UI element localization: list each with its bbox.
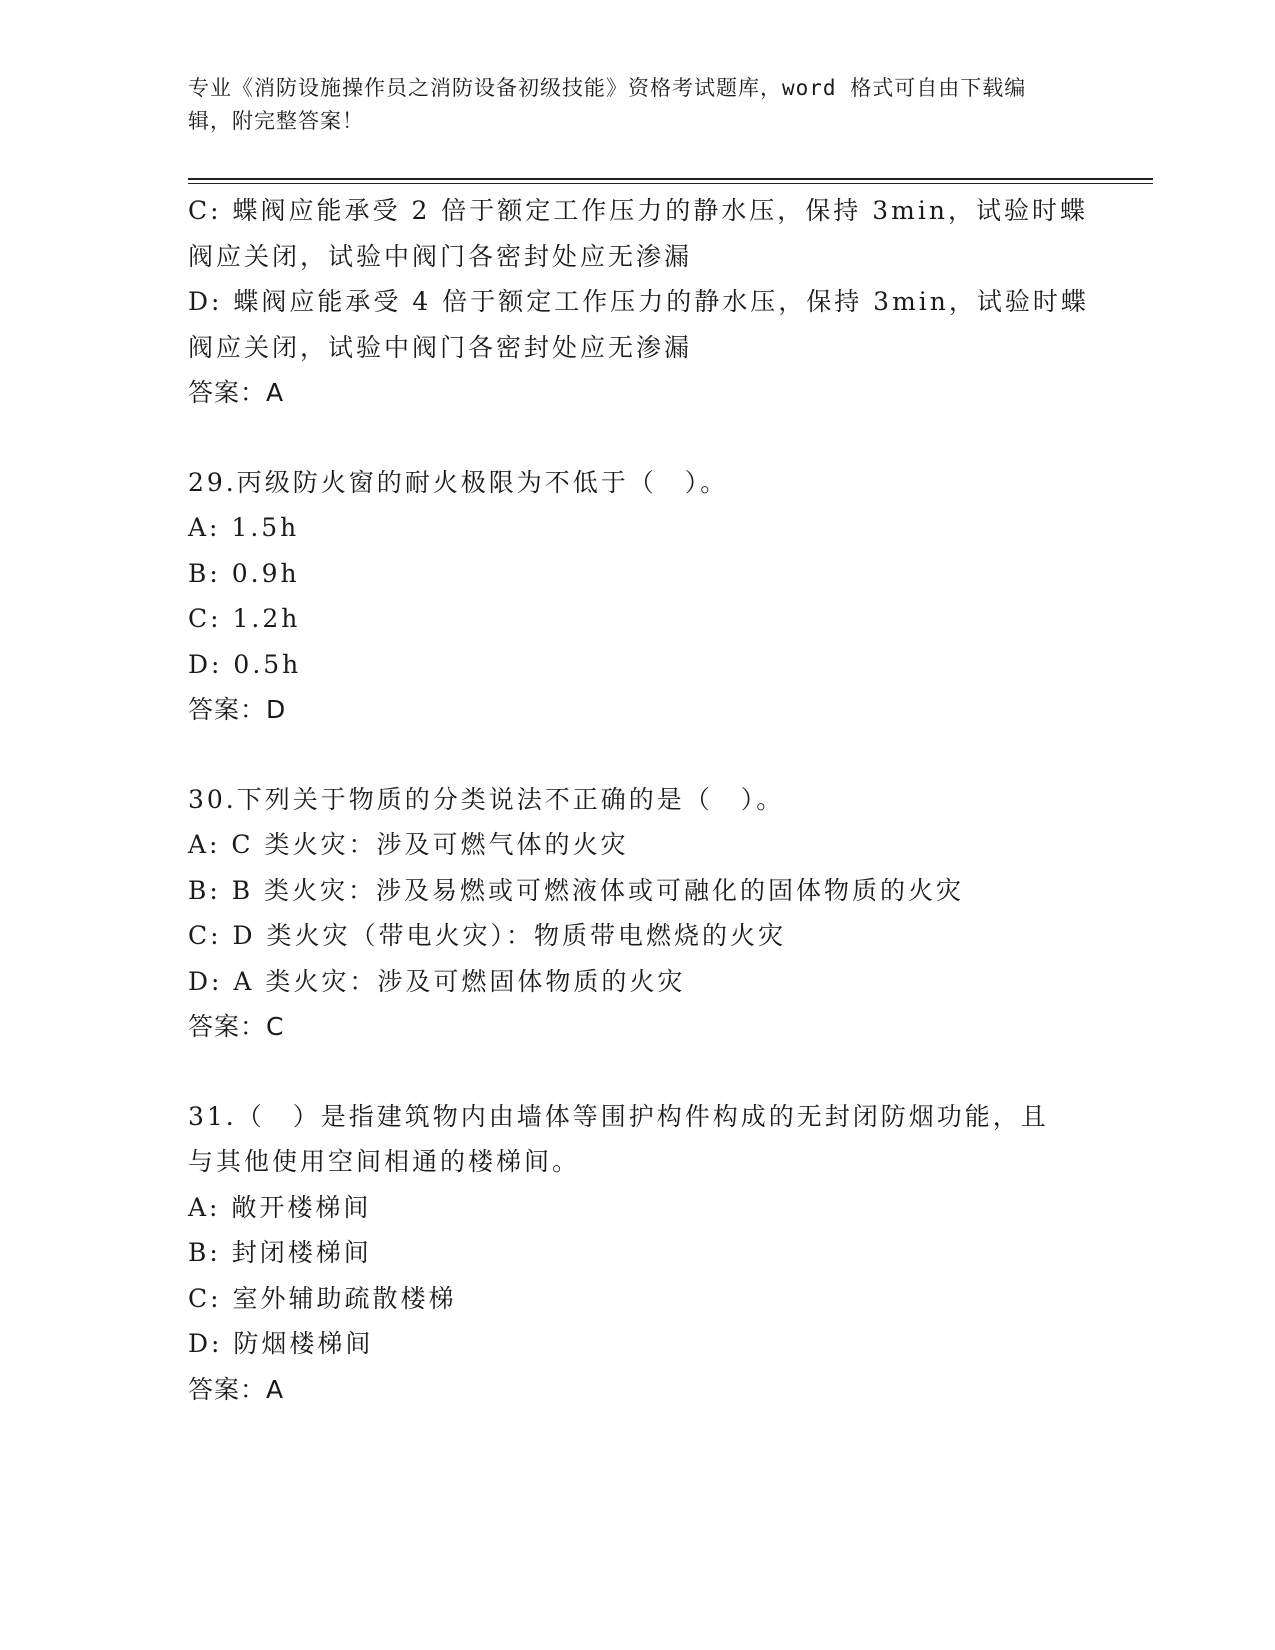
question-text-line2: 与其他使用空间相通的楼梯间。: [188, 1147, 581, 1176]
option-a: A: 1.5h: [188, 513, 300, 542]
option-d: D: 0.5h: [188, 649, 302, 679]
question-content: [188, 188, 1088, 1412]
header-divider-thin: [188, 183, 1153, 184]
option-b: B: 封闭楼梯间: [188, 1238, 372, 1267]
option-b: B: B 类火灾：涉及易燃或可燃液体或可融化的固体物质的火灾: [188, 875, 965, 905]
option-d: D: 防烟楼梯间: [188, 1329, 374, 1358]
spacer: [188, 416, 1088, 460]
option-c: C: 室外辅助疏散楼梯: [188, 1283, 457, 1313]
question-29: [188, 460, 1088, 733]
spacer: [188, 1050, 1088, 1094]
option-a: A: C 类火灾：涉及可燃气体的火灾: [188, 830, 629, 859]
answer: 答案：A: [188, 1374, 285, 1404]
option-a: A: 敞开楼梯间: [188, 1192, 372, 1222]
question-text-line1: 31.（ ）是指建筑物内由墙体等围护构件构成的无封闭防烟功能，且: [188, 1101, 1049, 1131]
option-c-line1: C: 蝶阀应能承受 2 倍于额定工作压力的静水压，保持 3min，试验时蝶: [188, 196, 1088, 225]
question-31: [188, 1094, 1088, 1413]
answer: 答案：C: [188, 1012, 285, 1041]
option-c-line2: 阀应关闭，试验中阀门各密封处应无渗漏: [188, 241, 693, 271]
question-28-tail: [188, 188, 1088, 416]
option-d-line2: 阀应关闭，试验中阀门各密封处应无渗漏: [188, 332, 693, 362]
question-text: 30.下列关于物质的分类说法不正确的是（ ）。: [188, 784, 785, 814]
document-header: [188, 72, 1068, 138]
header-divider: [188, 178, 1153, 180]
option-d: D: A 类火灾：涉及可燃固体物质的火灾: [188, 966, 686, 996]
answer: 答案：A: [188, 378, 285, 407]
spacer: [188, 733, 1088, 777]
option-b: B: 0.9h: [188, 558, 300, 588]
question-30: [188, 777, 1088, 1050]
answer: 答案：D: [188, 695, 287, 724]
option-c: C: 1.2h: [188, 604, 301, 633]
option-d-line1: D: 蝶阀应能承受 4 倍于额定工作压力的静水压，保持 3min，试验时蝶: [188, 287, 1089, 316]
option-c: C: D 类火灾（带电火灾）：物质带电燃烧的火灾: [188, 921, 786, 950]
question-text: 29.丙级防火窗的耐火极限为不低于（ ）。: [188, 467, 729, 497]
header-text: 专业《消防设施操作员之消防设备初级技能》资格考试题库，word 格式可自由下载编辑，附完整答案！: [188, 76, 1027, 133]
